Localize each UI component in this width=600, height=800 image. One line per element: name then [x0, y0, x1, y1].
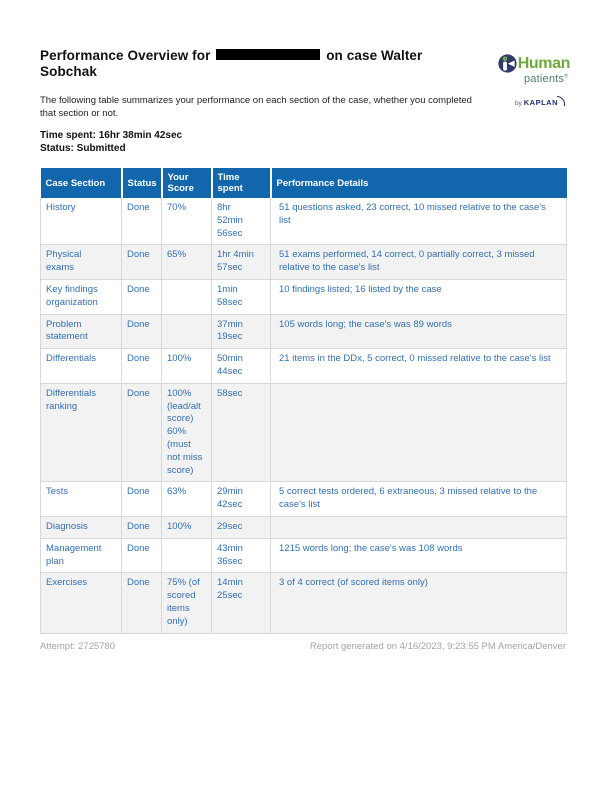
- attempt-label: Attempt: 2725780: [40, 640, 115, 652]
- cell-status: Done: [122, 383, 162, 482]
- cell-your-score: 100%: [162, 516, 212, 538]
- cell-case-section: Physical exams: [41, 245, 122, 280]
- intro-text: The following table summarizes your performance on each section of the case, whether you completed that section or not.: [40, 95, 472, 119]
- cell-performance-details: 10 findings listed; 16 listed by the case: [271, 279, 567, 314]
- table-row: [41, 538, 567, 573]
- ihuman-person-icon: [498, 54, 517, 73]
- cell-time-spent: 43min 36sec: [212, 538, 271, 573]
- cell-time-spent: 58sec: [212, 383, 271, 482]
- kaplan-wordmark: KAPLAN: [523, 98, 558, 107]
- table-row: [41, 314, 567, 349]
- cell-time-spent: 37min 19sec: [212, 314, 271, 349]
- table-row: [41, 279, 567, 314]
- cell-time-spent: 50min 44sec: [212, 349, 271, 384]
- cell-case-section: Key findings organization: [41, 279, 122, 314]
- title-suffix: on case Walter Sobchak: [40, 48, 423, 79]
- ihuman-patients-logo: [478, 54, 570, 110]
- cell-performance-details: 51 questions asked, 23 correct, 10 missed relative to the case's list: [271, 198, 567, 245]
- cell-case-section: Differentials: [41, 349, 122, 384]
- table-body: [41, 198, 567, 633]
- cell-case-section: Problem statement: [41, 314, 122, 349]
- cell-status: Done: [122, 349, 162, 384]
- col-header-case-section: Case Section: [41, 168, 122, 198]
- logo-by-kaplan: [478, 92, 570, 110]
- cell-status: Done: [122, 573, 162, 633]
- cell-case-section: History: [41, 198, 122, 245]
- cell-your-score: [162, 279, 212, 314]
- time-spent-line: Time spent: 16hr 38min 42sec: [40, 130, 183, 141]
- table-row: [41, 573, 567, 633]
- cell-time-spent: 14min 25sec: [212, 573, 271, 633]
- cell-status: Done: [122, 198, 162, 245]
- cell-performance-details: 1215 words long; the case's was 108 words: [271, 538, 567, 573]
- cell-your-score: 100%: [162, 349, 212, 384]
- cell-your-score: 70%: [162, 198, 212, 245]
- performance-table: [40, 168, 567, 634]
- col-header-time-spent: Time spent: [212, 168, 271, 198]
- table-row: [41, 383, 567, 482]
- cell-case-section: Exercises: [41, 573, 122, 633]
- cell-case-section: Differentials ranking: [41, 383, 122, 482]
- cell-time-spent: 29sec: [212, 516, 271, 538]
- title-prefix: Performance Overview for: [40, 48, 211, 63]
- logo-patients-text: patients®: [523, 73, 568, 85]
- cell-performance-details: 3 of 4 correct (of scored items only): [271, 573, 567, 633]
- cell-performance-details: 51 exams performed, 14 correct, 0 partially correct, 3 missed relative to the case's list: [271, 245, 567, 280]
- table-row: [41, 516, 567, 538]
- cell-your-score: [162, 538, 212, 573]
- cell-your-score: 65%: [162, 245, 212, 280]
- cell-performance-details: 21 items in the DDx, 5 correct, 0 missed relative to the case's list: [271, 349, 567, 384]
- logo-human-text: Human: [517, 54, 570, 72]
- cell-time-spent: 8hr 52min 56sec: [212, 198, 271, 245]
- cell-your-score: 100% (lead/alt score) 60% (must not miss score): [162, 383, 212, 482]
- cell-performance-details: [271, 383, 567, 482]
- cell-your-score: [162, 314, 212, 349]
- table-row: [41, 245, 567, 280]
- summary-meta: [40, 129, 566, 155]
- table-row: [41, 198, 567, 245]
- table-header-row: [41, 168, 567, 198]
- cell-time-spent: 1hr 4min 57sec: [212, 245, 271, 280]
- redacted-student-name-box: [216, 49, 320, 60]
- col-header-performance-details: Performance Details: [271, 168, 567, 198]
- cell-time-spent: 1min 58sec: [212, 279, 271, 314]
- table-row: [41, 349, 567, 384]
- col-header-your-score: Your Score: [162, 168, 212, 198]
- cell-status: Done: [122, 279, 162, 314]
- cell-case-section: Tests: [41, 482, 122, 517]
- cell-performance-details: 5 correct tests ordered, 6 extraneous, 3 missed relative to the case's list: [271, 482, 567, 517]
- cell-your-score: 75% (of scored items only): [162, 573, 212, 633]
- cell-status: Done: [122, 516, 162, 538]
- cell-case-section: Diagnosis: [41, 516, 122, 538]
- cell-status: Done: [122, 538, 162, 573]
- col-header-status: Status: [122, 168, 162, 198]
- cell-status: Done: [122, 245, 162, 280]
- status-line: Status: Submitted: [40, 143, 126, 154]
- cell-status: Done: [122, 482, 162, 517]
- by-text: by: [514, 100, 522, 107]
- cell-your-score: 63%: [162, 482, 212, 517]
- report-generated-label: Report generated on 4/16/2023, 9:23:55 PM America/Denver: [309, 640, 566, 652]
- cell-time-spent: 29min 42sec: [212, 482, 271, 517]
- page-title: [40, 48, 476, 80]
- cell-performance-details: 105 words long; the case's was 89 words: [271, 314, 567, 349]
- cell-status: Done: [122, 314, 162, 349]
- table-row: [41, 482, 567, 517]
- cell-performance-details: [271, 516, 567, 538]
- report-footer: [40, 641, 566, 652]
- cell-case-section: Management plan: [41, 538, 122, 573]
- registered-mark: ®: [564, 73, 568, 80]
